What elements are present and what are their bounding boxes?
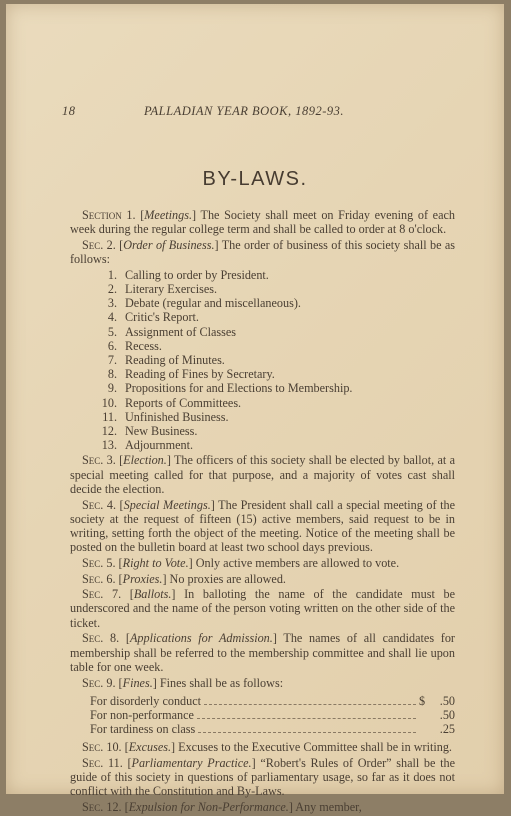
section-label: Sec. 4. [ bbox=[82, 497, 124, 512]
dot-leader bbox=[198, 732, 416, 733]
section-7 bbox=[70, 587, 455, 630]
fine-currency: $ bbox=[419, 693, 426, 708]
fine-amount: .50 bbox=[439, 693, 455, 708]
section-heading: Fines. bbox=[122, 675, 153, 690]
fine-label: For disorderly conduct bbox=[90, 693, 202, 708]
fine-amount: .25 bbox=[439, 722, 455, 737]
section-text: ] The Society shall meet on Friday evening of each week during the regular college term and shall be called to order at 8 o'clock. bbox=[70, 208, 455, 237]
list-item: 2. Literary Exercises. bbox=[107, 282, 218, 297]
list-item: 3. Debate (regular and miscellaneous). bbox=[107, 296, 301, 311]
section-text: ] Fines shall be as follows: bbox=[152, 675, 284, 690]
section-heading: Applications for Admission. bbox=[129, 631, 273, 646]
section-label: Sec. 9. [ bbox=[82, 675, 123, 690]
section-text: ] Only active members are allowed to vote. bbox=[188, 555, 400, 570]
fine-label: For non-performance bbox=[90, 707, 194, 722]
section-text: ] Any member, bbox=[288, 800, 362, 815]
fine-row bbox=[90, 694, 455, 708]
section-heading: Order of Business. bbox=[123, 237, 215, 252]
fine-label: For tardiness on class bbox=[90, 722, 196, 737]
dot-leader bbox=[204, 704, 416, 705]
section-text: ] In balloting the name of the candidate must be underscored and the name of the person voting written on the other side of the ticket. bbox=[70, 587, 455, 630]
list-item: 5. Assignment of Classes bbox=[107, 324, 237, 339]
list-item: 6. Recess. bbox=[107, 338, 162, 353]
fine-row bbox=[90, 722, 455, 736]
section-5 bbox=[70, 556, 455, 570]
section-label: Sec. 3. [ bbox=[82, 453, 124, 468]
section-label: Sec. 10. [ bbox=[82, 740, 129, 755]
list-item: 9. Propositions for and Elections to Membership. bbox=[107, 381, 353, 396]
section-text: ] The order of business of this society shall be as follows: bbox=[70, 237, 455, 267]
section-9 bbox=[70, 676, 455, 690]
list-item: 12. New Business. bbox=[101, 424, 198, 439]
section-label: Sec. 6. [ bbox=[82, 571, 123, 586]
section-label: Sec. 8. [ bbox=[82, 631, 130, 646]
section-label: Sec. 2. [ bbox=[82, 237, 124, 252]
list-item: 11. Unfinished Business. bbox=[102, 409, 229, 424]
running-title: PALLADIAN YEAR BOOK, 1892-93. bbox=[144, 104, 345, 118]
section-8 bbox=[70, 631, 455, 674]
order-of-business-list bbox=[70, 268, 455, 454]
section-11 bbox=[70, 756, 455, 799]
fines-table bbox=[90, 694, 455, 737]
bylaws-body bbox=[70, 208, 455, 816]
section-heading: Ballots. bbox=[133, 587, 172, 602]
section-text: ] No proxies are allowed. bbox=[162, 571, 286, 586]
section-label: Sec. 5. [ bbox=[82, 555, 123, 570]
section-text: ] The names of all candidates for membership shall be referred to the membership committee and shall lie upon table for one week. bbox=[70, 631, 455, 674]
section-text: ] Excuses to the Executive Committee shall be in writing. bbox=[171, 740, 452, 755]
section-text: ] The officers of this society shall be elected by ballot, at a special meeting called for that purpose, and a majority of votes cast shall decide the election. bbox=[70, 453, 455, 496]
section-heading: Parliamentary Practice. bbox=[131, 756, 252, 771]
section-heading: Meetings. bbox=[144, 208, 193, 222]
section-label: Sec. 12. [ bbox=[82, 800, 129, 815]
list-item: 1. Calling to order by President. bbox=[107, 267, 269, 282]
section-2 bbox=[70, 238, 455, 266]
section-heading: Election. bbox=[123, 453, 167, 468]
section-heading: Expulsion for Non-Performance. bbox=[128, 800, 289, 815]
section-1 bbox=[70, 208, 455, 236]
section-label: Sec. 7. [ bbox=[82, 587, 134, 602]
section-10 bbox=[70, 740, 455, 754]
section-label: Sec. 11. [ bbox=[82, 756, 132, 771]
section-heading: Right to Vote. bbox=[122, 555, 189, 570]
section-3 bbox=[70, 453, 455, 496]
list-item: 13. Adjournment. bbox=[101, 438, 194, 453]
section-heading: Special Meetings. bbox=[123, 497, 211, 512]
section-text: ] The President shall call a special meeting of the society at the request of fifteen (15) active members, said request to be in writing, setting forth the object of the meeting. Notice of the meeting shall be posted on the bulletin board at least two school days previous. bbox=[70, 497, 455, 555]
book-page bbox=[6, 4, 504, 815]
page-number: 18 bbox=[62, 104, 76, 118]
section-12 bbox=[70, 800, 455, 814]
section-4 bbox=[70, 498, 455, 555]
fine-amount: .50 bbox=[439, 707, 455, 722]
dot-leader bbox=[197, 718, 416, 719]
section-heading: Proxies. bbox=[122, 571, 163, 586]
list-item: 4. Critic's Report. bbox=[107, 310, 199, 325]
section-6 bbox=[70, 572, 455, 586]
section-text: ] “Robert's Rules of Order” shall be the guide of this society in questions of parliamentary usage, so far as it does not conflict with the Constitution and By-Laws. bbox=[70, 756, 455, 799]
list-item: 7. Reading of Minutes. bbox=[107, 353, 225, 368]
fine-row bbox=[90, 708, 455, 722]
section-label: Section 1. [ bbox=[82, 208, 145, 222]
list-item: 10. Reports of Committees. bbox=[101, 395, 242, 410]
section-heading: Excuses. bbox=[128, 740, 172, 755]
list-item: 8. Reading of Fines by Secretary. bbox=[107, 367, 275, 382]
page-title: BY-LAWS. bbox=[202, 168, 308, 190]
